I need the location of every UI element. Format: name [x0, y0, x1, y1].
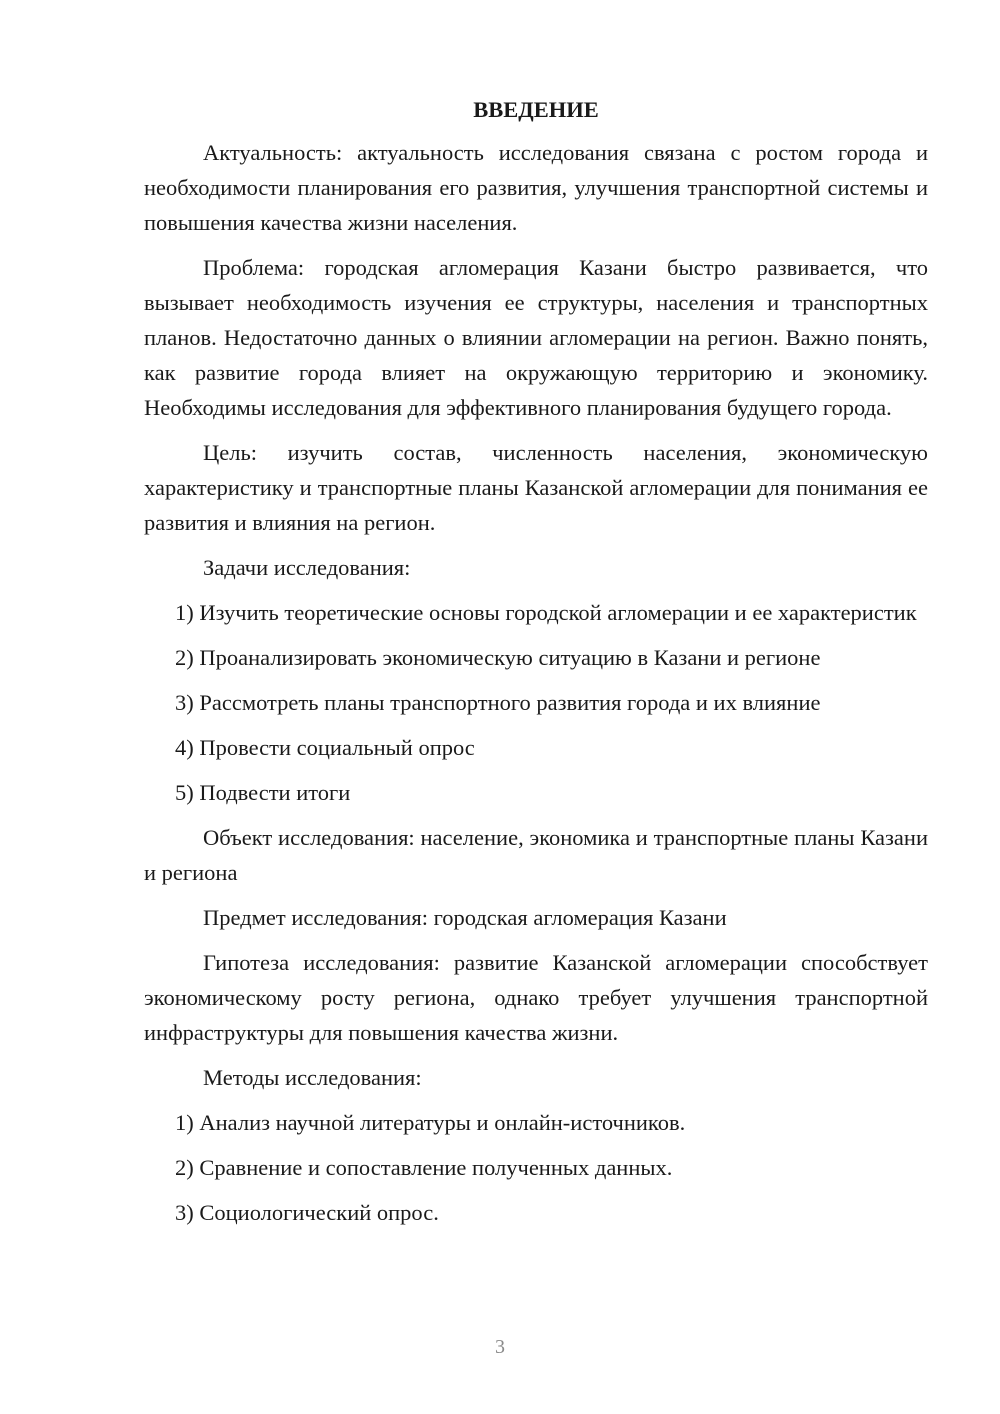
method-item: 2) Сравнение и сопоставление полученных данных.	[175, 1155, 673, 1180]
tasks-heading: Задачи исследования:	[203, 555, 411, 580]
methods-heading: Методы исследования:	[203, 1065, 422, 1090]
relevance-paragraph: Актуальность: актуальность исследования связана с ростом города и необходимости планирования его развития, улучшения транспортной системы и повышения качества жизни населения.	[144, 140, 928, 235]
task-item: 5) Подвести итоги	[175, 780, 351, 805]
task-item: 2) Проанализировать экономическую ситуацию в Казани и регионе	[175, 645, 821, 670]
task-item: 1) Изучить теоретические основы городской агломерации и ее характеристик	[175, 600, 917, 625]
hypothesis-paragraph: Гипотеза исследования: развитие Казанской агломерации способствует экономическому росту региона, однако требует улучшения транспортной инфраструктуры для повышения качества жизни.	[144, 950, 928, 1045]
method-item: 3) Социологический опрос.	[175, 1200, 439, 1225]
object-paragraph: Объект исследования: население, экономика и транспортные планы Казани и региона	[144, 825, 928, 885]
document-page	[144, 92, 928, 1240]
section-title: ВВЕДЕНИЕ	[473, 97, 599, 122]
page-number: 3	[495, 1336, 505, 1358]
task-item: 4) Провести социальный опрос	[175, 735, 475, 760]
problem-paragraph: Проблема: городская агломерация Казани быстро развивается, что вызывает необходимость изучения ее структуры, населения и транспортных планов. Недостаточно данных о влиянии агломерации на регион. Важно понять, как развитие города влияет на окружающую территорию и экономику. Необходимы исследования для эффективного планирования будущего города.	[144, 255, 928, 420]
method-item: 1) Анализ научной литературы и онлайн-источников.	[175, 1110, 686, 1135]
task-item: 3) Рассмотреть планы транспортного развития города и их влияние	[175, 690, 821, 715]
subject-paragraph: Предмет исследования: городская агломерация Казани	[203, 905, 727, 930]
goal-paragraph: Цель: изучить состав, численность населения, экономическую характеристику и транспортные планы Казанской агломерации для понимания ее развития и влияния на регион.	[144, 440, 928, 535]
